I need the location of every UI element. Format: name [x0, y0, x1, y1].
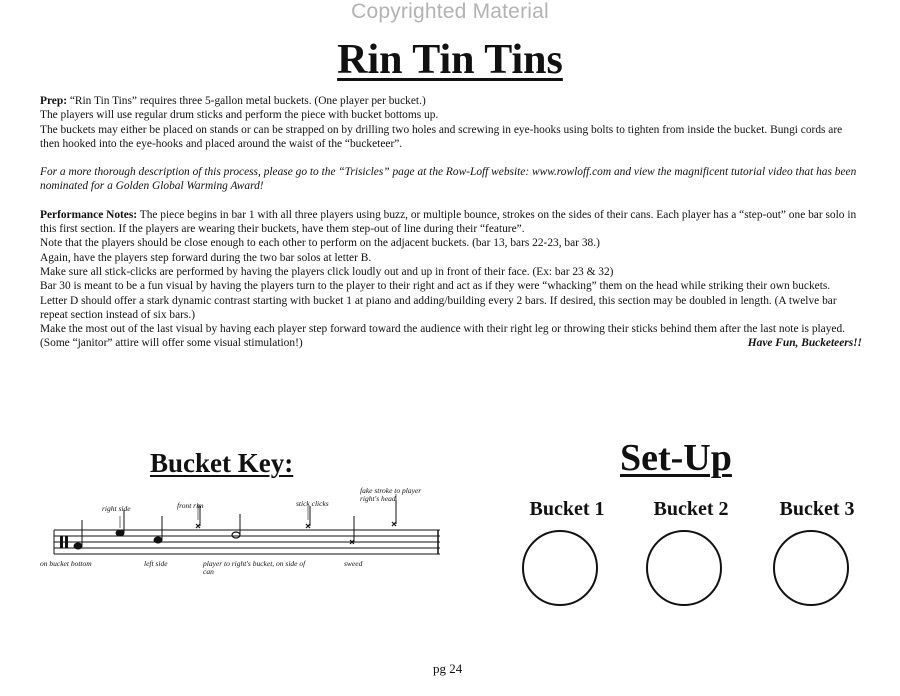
- signoff: Have Fun, Bucketeers!!: [747, 337, 862, 350]
- page-number: pg 24: [433, 661, 463, 676]
- label-fake-stroke: fake stroke to player right's head: [360, 486, 422, 503]
- label-front-rim: front rim: [177, 501, 204, 510]
- note-player-right: [232, 532, 240, 538]
- label-right-side: right side: [102, 504, 131, 513]
- performance-line-5: Bar 30 is meant to be a fun visual by having the players turn to the player to their right and act as if they were “whacking” them on the head while striking their own buckets.: [40, 280, 831, 293]
- bucket-1-circle: [522, 530, 598, 606]
- bucket-key-title: Bucket Key:: [150, 448, 294, 478]
- prep-line-1: “Rin Tin Tins” requires three 5-gallon metal buckets. (One player per bucket.): [69, 95, 426, 107]
- bucket-key-diagram: [40, 480, 460, 590]
- bucket-2-label: Bucket 2: [653, 498, 729, 520]
- label-stick-clicks: stick clicks: [296, 499, 329, 508]
- performance-line-7: Make the most out of the last visual by having each player step forward toward the audience with their right leg or throwing their sticks behind them after the last note is played. (Some “janitor” attire will offer some visual stimulation!): [40, 323, 846, 350]
- performance-paragraph: [40, 208, 862, 351]
- performance-label: Performance Notes:: [40, 208, 138, 221]
- instructions-body: [40, 94, 862, 351]
- prep-line-2: The players will use regular drum sticks and perform the piece with bucket bottoms up.: [40, 109, 439, 122]
- note-right-side: [116, 530, 124, 536]
- page-title: Rin Tin Tins: [337, 37, 563, 83]
- bucket-2-circle: [646, 530, 722, 606]
- prep-paragraph: [40, 94, 862, 151]
- note-bottom: [74, 543, 82, 549]
- performance-line-1: The piece begins in bar 1 with all three players using buzz, or multiple bounce, strokes on the sides of their cans. Each player has a “step-out” one bar solo in this first section. If the players are wearing their buckets, have them step-out of line during their “feature”.: [40, 208, 857, 236]
- label-left-side: left side: [144, 559, 168, 568]
- bucket-3-circle: [773, 530, 849, 606]
- note-left-side: [154, 537, 162, 543]
- label-sweed: sweed: [344, 559, 363, 568]
- bucket-3-label: Bucket 3: [779, 498, 855, 520]
- label-player-right-bucket: player to right's bucket, on side of can: [203, 559, 306, 576]
- label-bucket-bottom: on bucket bottom: [40, 559, 92, 568]
- performance-line-4: Make sure all stick-clicks are performed by having the players click loudly out and up in front of their face. (Ex: bar 23 & 32): [40, 265, 614, 278]
- prep-label: Prep:: [40, 95, 67, 107]
- prep-line-3: The buckets may either be placed on stands or can be strapped on by drilling two holes and screwing in eye-hooks using bolts to tighten from inside the bucket. Bungi cords are then hooked into the eye-hooks and placed around the waist of the “bucketeer”.: [40, 123, 843, 150]
- performance-line-6: Letter D should offer a stark dynamic contrast starting with bucket 1 at piano and adding/building every 2 bars. If desired, this section may be doubled in length. (A twelve bar repeat section instead of six bars.): [40, 294, 837, 321]
- performance-line-3: Again, have the players step forward during the two bar solos at letter B.: [40, 251, 372, 264]
- setup-title: Set-Up: [620, 437, 732, 479]
- website-note: For a more thorough description of this process, please go to the “Trisicles” page at the Row-Loff website: www.rowloff.com and view the magnificent tutorial video that has been nominated for a Golden Global Warming Award!: [40, 166, 857, 193]
- bucket-1-label: Bucket 1: [529, 498, 605, 520]
- performance-line-2: Note that the players should be close enough to each other to perform on the adjacent buckets. (bar 13, bars 22-23, bar 38.): [40, 237, 600, 250]
- copyright-watermark: Copyrighted Material: [351, 0, 549, 23]
